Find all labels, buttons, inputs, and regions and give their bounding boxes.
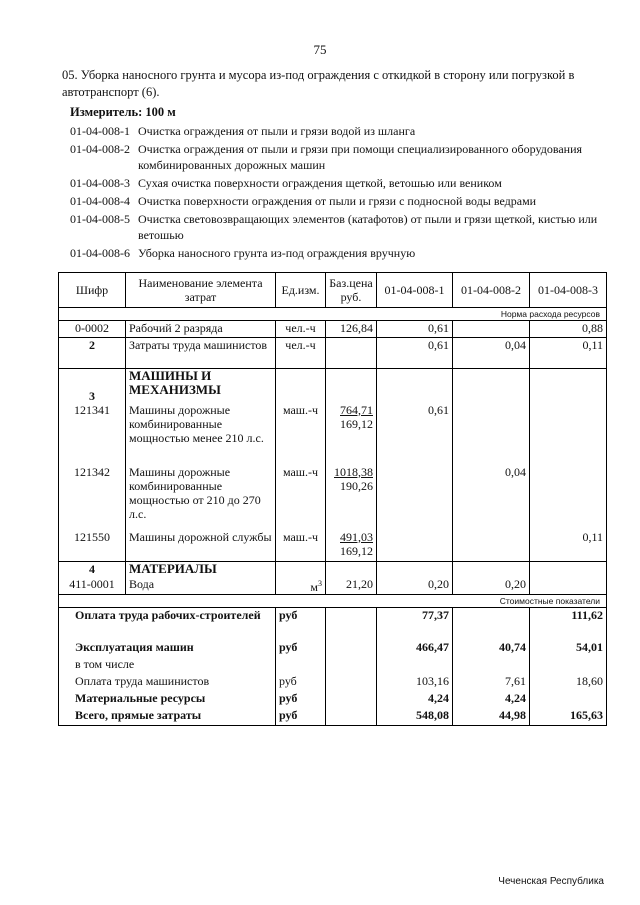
row-col2 [453,321,530,338]
total-col2: 7,61 [453,674,530,691]
total-name: Материальные ресурсы [59,691,276,708]
code-description: Сухая очистка поверхности ограждения щеткой, ветошью или веником [138,176,502,190]
row-col3 [530,403,607,465]
code-number: 01-04-008-2 [70,142,130,156]
section-name: МАТЕРИАЛЫ [126,562,276,577]
table-row [59,338,607,369]
unit-superscript: 3 [318,578,322,588]
row-price [326,465,377,530]
row-unit: чел.-ч [276,321,326,338]
total-col1: 466,47 [377,640,453,657]
table-row [59,530,607,562]
total-row [59,640,607,657]
row-col1: 0,61 [377,321,453,338]
total-col3: 18,60 [530,674,607,691]
total-unit: руб [276,607,326,640]
section-row [59,369,607,403]
code-row [62,141,622,173]
row-col2: 0,20 [453,577,530,595]
row-code: 0-0002 [59,321,126,338]
total-name: Оплата труда рабочих-строителей [59,607,276,640]
section-row [59,562,607,577]
total-col1: 4,24 [377,691,453,708]
row-code: 2 [59,338,126,369]
total-col1: 548,08 [377,708,453,725]
code-row [62,245,622,261]
total-row [59,674,607,691]
row-col2 [453,530,530,562]
unit-base: м [310,579,318,594]
code-row [62,175,622,191]
header-price: Баз.цена руб. [326,273,377,308]
row-name: Машины дорожные комбинированные мощностью менее 210 л.с. [126,403,276,465]
total-col2: 4,24 [453,691,530,708]
row-name: Рабочий 2 разряда [126,321,276,338]
total-col3: 165,63 [530,708,607,725]
total-row [59,657,607,674]
code-number: 01-04-008-1 [70,124,130,138]
total-unit: руб [276,640,326,657]
code-description: Очистка ограждения от пыли и грязи при помощи специализированного оборудования комбинированных дорожных машин [138,142,583,172]
total-col1: 103,16 [377,674,453,691]
row-price [326,338,377,369]
row-price: 21,20 [326,577,377,595]
row-col3 [530,465,607,530]
price-bottom: 169,12 [340,416,373,431]
row-price [326,403,377,465]
norm-label-row [59,308,607,321]
row-code: 121550 [59,530,126,562]
code-description: Уборка наносного грунта из-под ограждения вручную [138,246,416,260]
row-col1: 0,20 [377,577,453,595]
table-header-row [59,273,607,308]
price-top: 491,03 [340,529,373,544]
price-top: 1018,38 [334,464,373,479]
row-col3 [530,577,607,595]
total-row [59,691,607,708]
code-description: Очистка ограждения от пыли и грязи водой из шланга [138,124,416,138]
norm-label: Норма расхода ресурсов [59,308,607,321]
table-row [59,577,607,595]
row-code: 411-0001 [59,577,126,595]
row-unit: маш.-ч [276,465,326,530]
row-code: 121342 [59,465,126,530]
header-unit: Ед.изм. [276,273,326,308]
header-col2: 01-04-008-2 [453,273,530,308]
total-col2 [453,607,530,640]
code-description: Очистка световозвращающих элементов (катафотов) от пыли и грязи щеткой, кистью или ветошью [138,212,598,242]
price-bottom: 169,12 [340,543,373,558]
total-col3 [530,691,607,708]
resource-table [58,272,607,726]
total-row [59,708,607,725]
code-row [62,211,622,243]
row-code: 4 [59,562,126,577]
row-col1: 0,61 [377,403,453,465]
total-name: в том числе [59,657,276,674]
total-col2: 44,98 [453,708,530,725]
row-col2: 0,04 [453,338,530,369]
code-row [62,123,622,139]
section-name: МАШИНЫ И МЕХАНИЗМЫ [126,369,276,403]
row-col2: 0,04 [453,465,530,530]
row-price [326,530,377,562]
price-bottom: 190,26 [340,478,373,493]
table-row [59,403,607,465]
total-col2: 40,74 [453,640,530,657]
total-name: Оплата труда машинистов [59,674,276,691]
total-unit: руб [276,691,326,708]
total-name: Всего, прямые затраты [59,708,276,725]
row-unit [276,577,326,595]
price-top: 764,71 [340,402,373,417]
total-unit: руб [276,708,326,725]
total-row [59,607,607,640]
total-col3: 54,01 [530,640,607,657]
section-title: 05. Уборка наносного грунта и мусора из-под ограждения с откидкой в сторону или погрузкой в автотранспорт (6). [62,68,575,99]
footer-region: Чеченская Республика [498,876,604,887]
row-name: Машины дорожной службы [126,530,276,562]
code-number: 01-04-008-5 [70,212,130,226]
total-unit: руб [276,674,326,691]
row-unit: маш.-ч [276,530,326,562]
row-col1 [377,530,453,562]
row-col3: 0,11 [530,530,607,562]
page-number: 75 [313,42,327,57]
row-col1: 0,61 [377,338,453,369]
cost-label: Стоимостные показатели [59,594,607,607]
header-col1: 01-04-008-1 [377,273,453,308]
row-code: 121341 [59,403,126,465]
row-name: Вода [126,577,276,595]
row-name: Затраты труда машинистов [126,338,276,369]
code-row [62,193,622,209]
row-col2 [453,403,530,465]
code-number: 01-04-008-6 [70,246,130,260]
code-list [62,123,622,263]
header-col3: 01-04-008-3 [530,273,607,308]
measure-unit: Измеритель: 100 м [70,105,176,119]
table-row [59,465,607,530]
row-col3: 0,11 [530,338,607,369]
header-name: Наименование элемента затрат [126,273,276,308]
row-price: 126,84 [326,321,377,338]
cost-label-row [59,594,607,607]
row-name: Машины дорожные комбинированные мощностью от 210 до 270 л.с. [126,465,276,530]
total-col1: 77,37 [377,607,453,640]
header-code: Шифр [59,273,126,308]
row-unit: чел.-ч [276,338,326,369]
total-col3: 111,62 [530,607,607,640]
total-name: Эксплуатация машин [59,640,276,657]
row-col3: 0,88 [530,321,607,338]
code-number: 01-04-008-4 [70,194,130,208]
table-row [59,321,607,338]
code-number: 01-04-008-3 [70,176,130,190]
row-code: 3 [59,369,126,403]
row-col1 [377,465,453,530]
code-description: Очистка поверхности ограждения от пыли и грязи с подносной воды ведрами [138,194,537,208]
row-unit: маш.-ч [276,403,326,465]
